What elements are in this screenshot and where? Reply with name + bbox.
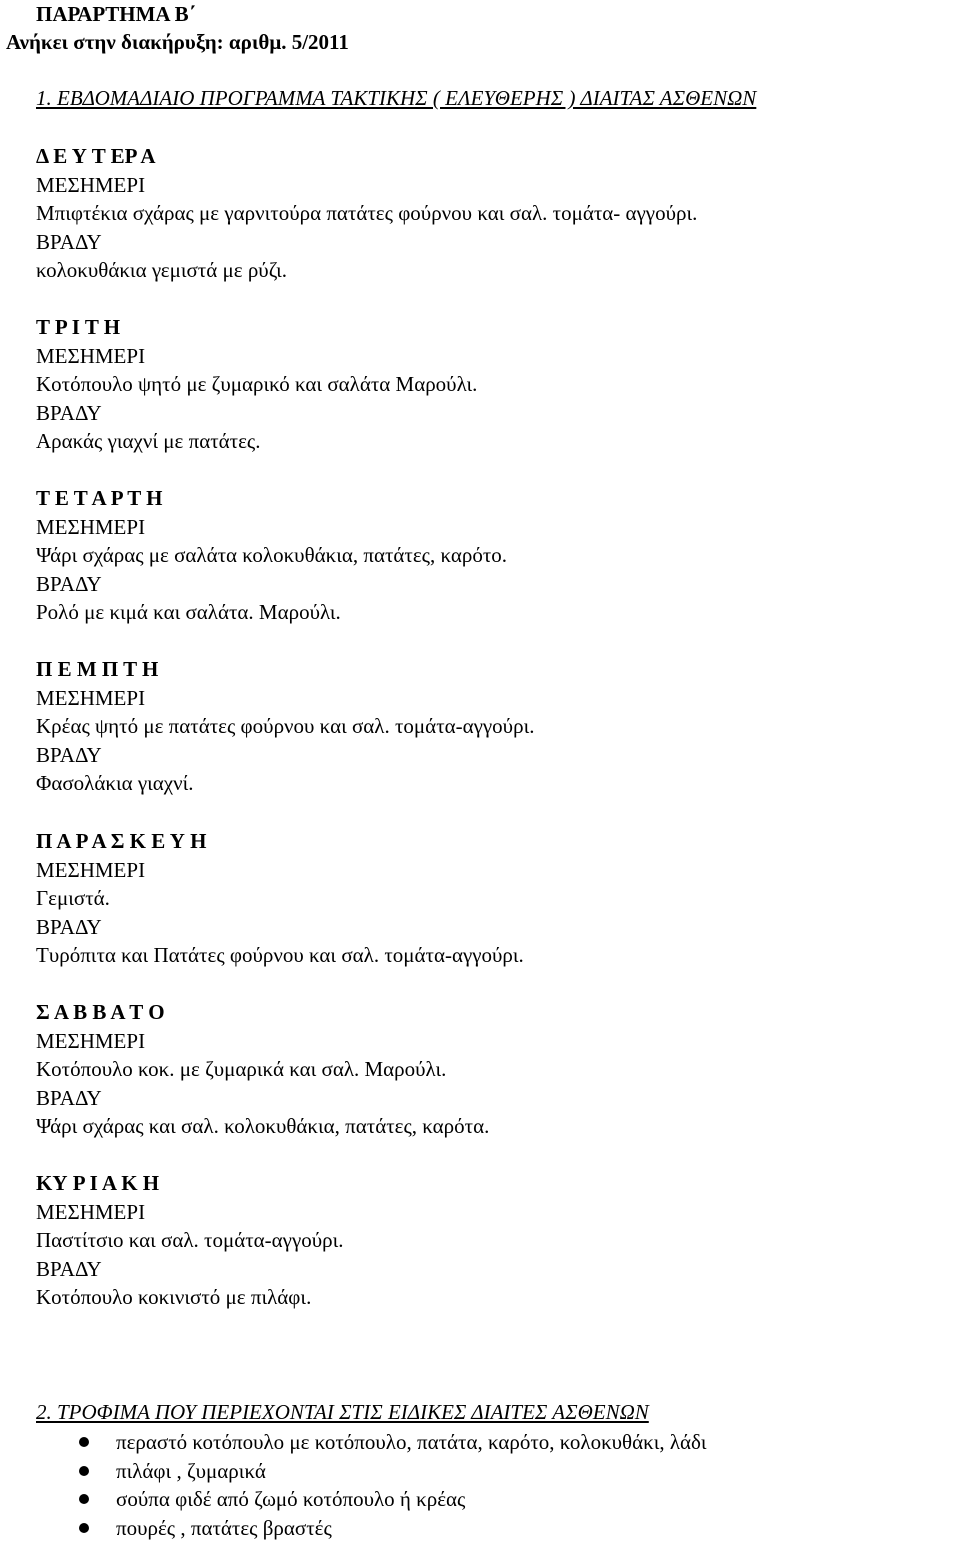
dinner-dish: Ρολό με κιμά και σαλάτα. Μαρούλι.	[36, 600, 341, 624]
day-wednesday: Τ Ε Τ Α Ρ Τ Η	[36, 486, 163, 510]
day-sunday: ΚΥ Ρ Ι Α Κ Η	[36, 1171, 160, 1195]
dinner-dish: Κοτόπουλο κοκινιστό με πιλάφι.	[36, 1285, 312, 1309]
lunch-dish: Ψάρι σχάρας με σαλάτα κολοκυθάκια, πατάτες, καρότο.	[36, 543, 508, 567]
lunch-dish: Μπιφτέκια σχάρας με γαρνιτούρα πατάτες φούρνου και σαλ. τομάτα- αγγούρι.	[36, 201, 698, 225]
lunch-dish: Κοτόπουλο ψητό με ζυμαρικό και σαλάτα Μαρούλι.	[36, 372, 478, 396]
bullet-icon	[79, 1437, 89, 1447]
section-2-title: 2. ΤΡΟΦΙΜΑ ΠΟΥ ΠΕΡΙΕΧΟΝΤΑΙ ΣΤΙΣ ΕΙΔΙΚΕΣ ΔΙΑΙΤΕΣ ΑΣΘΕΝΩΝ	[36, 1400, 649, 1424]
announcement-reference: Ανήκει στην διακήρυξη: αριθμ. 5/2011	[6, 30, 349, 54]
dinner-dish: κολοκυθάκια γεμιστά με ρύζι.	[36, 258, 288, 282]
list-item-text: σούπα φιδέ από ζωμό κοτόπουλο ή κρέας	[116, 1487, 466, 1511]
lunch-dish: Κοτόπουλο κοκ. με ζυμαρικά και σαλ. Μαρούλι.	[36, 1057, 447, 1081]
section-1-title: 1. ΕΒΔΟΜΑΔΙΑΙΟ ΠΡΟΓΡΑΜΜΑ ΤΑΚΤΙΚΗΣ ( ΕΛΕΥΘΕΡΗΣ ) ΔΙΑΙΤΑΣ ΑΣΘΕΝΩΝ	[36, 86, 757, 110]
day-friday: Π Α Ρ Α Σ Κ Ε Υ Η	[36, 829, 207, 853]
dinner-label: ΒΡΑΔΥ	[36, 915, 102, 939]
lunch-label: ΜΕΣΗΜΕΡΙ	[36, 173, 146, 197]
lunch-label: ΜΕΣΗΜΕΡΙ	[36, 344, 146, 368]
dinner-label: ΒΡΑΔΥ	[36, 230, 102, 254]
appendix-heading: ΠΑΡΑΡΤΗΜΑ Β΄	[36, 2, 196, 26]
bullet-icon	[79, 1466, 89, 1476]
lunch-label: ΜΕΣΗΜΕΡΙ	[36, 1200, 146, 1224]
dinner-dish: Τυρόπιτα και Πατάτες φούρνου και σαλ. τομάτα-αγγούρι.	[36, 943, 524, 967]
dinner-label: ΒΡΑΔΥ	[36, 743, 102, 767]
list-item-text: πιλάφι , ζυμαρικά	[116, 1459, 266, 1483]
lunch-dish: Γεμιστά.	[36, 886, 110, 910]
dinner-dish: Ψάρι σχάρας και σαλ. κολοκυθάκια, πατάτες, καρότα.	[36, 1114, 490, 1138]
dinner-label: ΒΡΑΔΥ	[36, 1257, 102, 1281]
day-monday: Δ Ε Υ Τ ΕΡ Α	[36, 144, 156, 168]
bullet-icon	[79, 1523, 89, 1533]
lunch-label: ΜΕΣΗΜΕΡΙ	[36, 515, 146, 539]
lunch-label: ΜΕΣΗΜΕΡΙ	[36, 686, 146, 710]
dinner-label: ΒΡΑΔΥ	[36, 1086, 102, 1110]
lunch-label: ΜΕΣΗΜΕΡΙ	[36, 858, 146, 882]
list-item-text: περαστό κοτόπουλο με κοτόπουλο, πατάτα, καρότο, κολοκυθάκι, λάδι	[116, 1430, 707, 1454]
dinner-dish: Φασολάκια γιαχνί.	[36, 771, 194, 795]
day-saturday: Σ Α Β Β Α Τ Ο	[36, 1000, 165, 1024]
list-item-text: πουρές , πατάτες βραστές	[116, 1516, 332, 1540]
lunch-dish: Κρέας ψητό με πατάτες φούρνου και σαλ. τομάτα-αγγούρι.	[36, 714, 535, 738]
bullet-icon	[79, 1494, 89, 1504]
lunch-dish: Παστίτσιο και σαλ. τομάτα-αγγούρι.	[36, 1228, 344, 1252]
lunch-label: ΜΕΣΗΜΕΡΙ	[36, 1029, 146, 1053]
dinner-label: ΒΡΑΔΥ	[36, 401, 102, 425]
dinner-dish: Αρακάς γιαχνί με πατάτες.	[36, 429, 261, 453]
day-thursday: Π Ε Μ Π Τ Η	[36, 657, 159, 681]
dinner-label: ΒΡΑΔΥ	[36, 572, 102, 596]
day-tuesday: Τ Ρ Ι Τ Η	[36, 315, 121, 339]
